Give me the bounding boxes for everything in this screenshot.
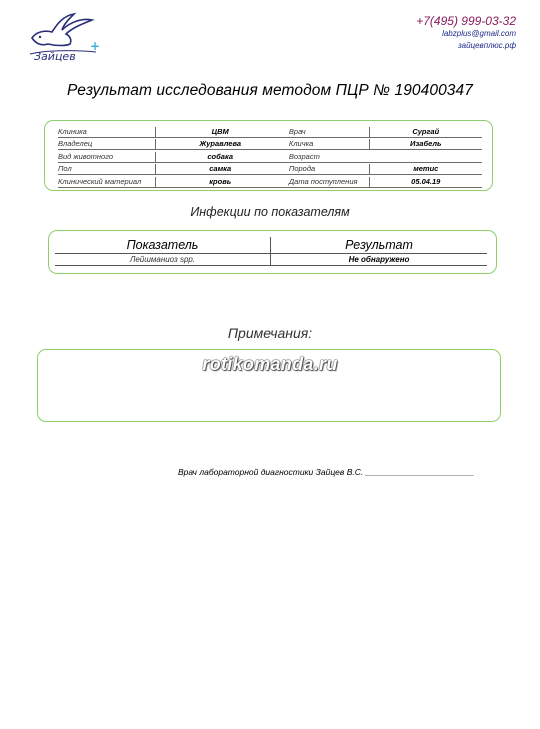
column-header-result: Результат [271,237,487,254]
info-value: метис [369,164,482,175]
website-link[interactable]: зайцевплюс.рф [457,41,516,50]
info-row [58,125,482,138]
info-label: Возраст [285,152,369,163]
info-label: Клинический материал [58,177,155,188]
rabbit-logo-icon [26,10,106,62]
email-address[interactable]: labzplus@gmail.com [442,29,516,38]
info-label: Вид животного [58,152,155,163]
info-label: Дата поступления [285,177,369,188]
info-label: Клиника [58,127,155,138]
info-row [58,163,482,176]
results-header-row [55,237,487,254]
contacts-block [416,14,516,52]
info-value [369,162,482,163]
info-row [58,150,482,163]
watermark-text: rotikomanda.ru [202,354,338,374]
notes-heading: Примечания: [227,325,313,341]
info-label: Порода [285,164,369,175]
info-value: кровь [155,177,285,188]
logo [26,10,106,62]
phone-number: +7(495) 999-03-32 [416,14,516,28]
info-value: Изабель [369,139,482,150]
document-title: Результат исследования методом ПЦР № 190400347 [67,82,473,99]
info-value: собака [155,152,285,163]
patient-info-box [44,120,493,191]
svg-text:+: + [90,39,101,53]
results-box [48,230,497,274]
info-value: ЦВМ [155,127,285,138]
info-row [58,138,482,151]
info-value: Журавлева [155,139,285,150]
info-value: Сургай [369,127,482,138]
infections-heading: Инфекции по показателям [190,205,350,219]
info-value: 05.04.19 [369,177,482,188]
info-value: самка [155,164,285,175]
svg-text:Зайцев: Зайцев [34,50,76,62]
signature-line: Врач лабораторной диагностики Зайцев В.С. _______________________ [178,467,475,477]
results-table [55,237,487,266]
info-row [58,175,482,188]
result-cell: Не обнаружено [271,254,487,266]
table-row [55,254,487,266]
info-label: Кличка [285,139,369,150]
info-label: Владелец [58,139,155,150]
info-label: Пол [58,164,155,175]
info-label: Врач [285,127,369,138]
patient-info-table [58,125,482,188]
parameter-cell: Лейшманиоз spp. [55,254,271,266]
column-header-parameter: Показатель [55,237,271,254]
